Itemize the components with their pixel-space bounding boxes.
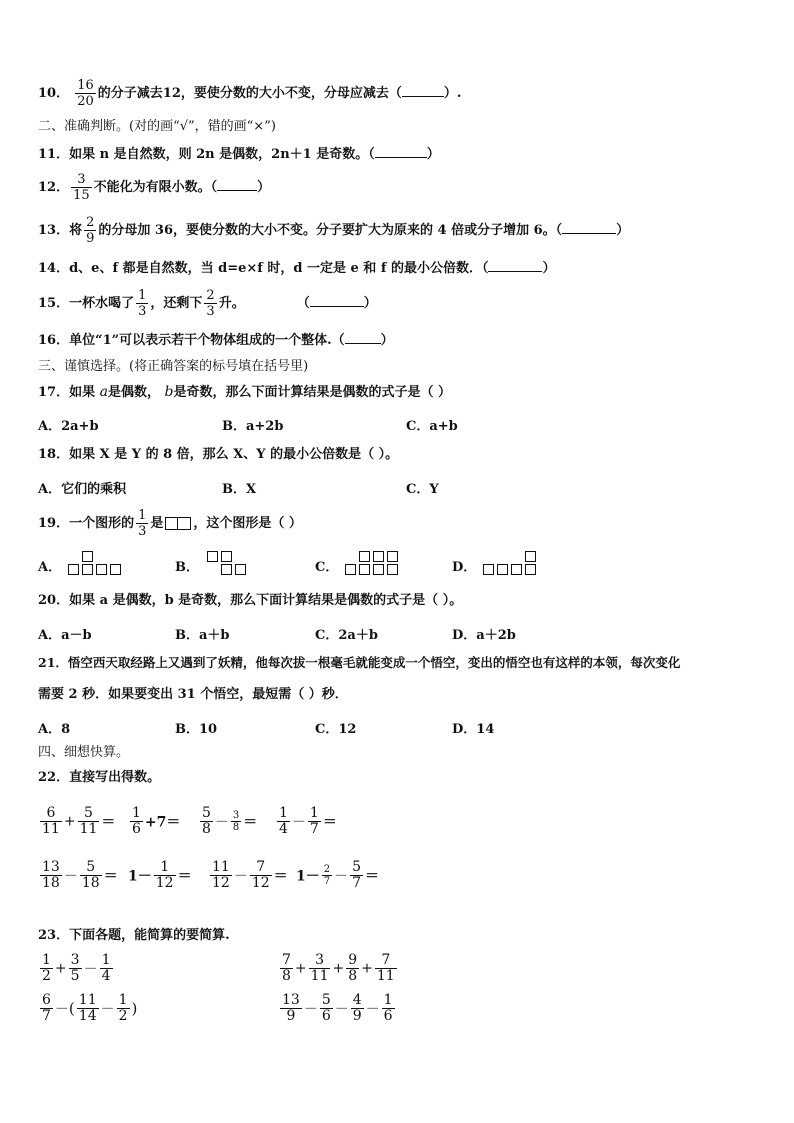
calc-5-8-minus-3-8: $\frac{5}{8}$ － $\frac{3}{8}$ ＝: [202, 805, 258, 837]
q17-option-b[interactable]: B．a+2b: [222, 419, 284, 434]
q20-option-d[interactable]: D．a＋2b: [452, 628, 516, 643]
section-3-heading: 三、谨慎选择。(将正确答案的标号填在括号里): [38, 359, 309, 374]
fraction: $\frac{2}{9}$: [86, 215, 95, 246]
calc-1-minus-2-7-minus-5-7: 1－ $\frac{2}{7}$ － $\frac{5}{7}$ ＝: [296, 859, 380, 891]
answer-blank[interactable]: [488, 259, 542, 272]
q18-option-b[interactable]: B．X: [222, 482, 257, 497]
question-12: 12． $\frac{3}{15}$ 不能化为有限小数。（ ）: [38, 172, 271, 203]
question-23: 23．下面各题，能简算的要简算.: [38, 928, 230, 943]
question-18: 18．如果 X 是 Y 的 8 倍，那么 X、Y 的最小公倍数是（ ）。: [38, 447, 399, 462]
calc-1-6-plus-7: $\frac{1}{6}$ +7＝: [132, 805, 181, 837]
question-13: 13．将 $\frac{2}{9}$ 的分母加 36，要使分数的大小不变。分子要扩大为原来的 4 倍或分子增加 6。（ ）: [38, 215, 630, 246]
calc-11-12-minus-7-12: $\frac{11}{12}$ － $\frac{7}{12}$ ＝: [212, 859, 288, 891]
answer-blank[interactable]: [345, 331, 381, 344]
fraction: $\frac{1}{3}$: [138, 288, 147, 319]
question-21-line-2: 需要 2 秒．如果要变出 31 个悟空，最短需（ ）秒．: [38, 687, 348, 702]
answer-blank[interactable]: [217, 178, 257, 191]
question-16: 16．单位“1”可以表示若干个物体组成的一个整体.（ ）: [38, 333, 394, 348]
simplify-expr-4: $\frac{13}{9}$ － $\frac{5}{6}$ － $\frac{4}{9}$ － $\frac{1}{6}$: [282, 992, 393, 1024]
question-20: 20．如果 a 是偶数，b 是奇数，那么下面计算结果是偶数的式子是（ ）。: [38, 593, 463, 608]
section-4-heading: 四、细想快算。: [38, 745, 130, 760]
fraction: $\frac{1}{3}$: [138, 508, 147, 539]
q20-option-a[interactable]: A．a－b: [38, 628, 92, 643]
question-19: 19．一个图形的 $\frac{1}{3}$ 是 ，这个图形是（ ）: [38, 508, 302, 539]
answer-blank[interactable]: [402, 84, 444, 97]
simplify-expr-2: $\frac{7}{8}$ + $\frac{3}{11}$ + $\frac{9}{8}$ + $\frac{7}{11}$: [282, 952, 395, 984]
fraction: $\frac{3}{15}$: [73, 172, 90, 203]
question-22: 22．直接写出得数。: [38, 770, 161, 785]
q20-option-c[interactable]: C．2a＋b: [315, 628, 378, 643]
q17-option-a[interactable]: A．2a+b: [38, 419, 99, 434]
simplify-expr-3: $\frac{6}{7}$ －( $\frac{11}{14}$ － $\frac{1}{2}$ ): [42, 992, 138, 1024]
fraction: $\frac{16}{20}$: [77, 78, 94, 109]
answer-blank[interactable]: [562, 221, 616, 234]
two-squares-figure: [165, 517, 191, 530]
question-11: 11．如果 n 是自然数，则 2n 是偶数，2n＋1 是奇数。（ ）: [38, 147, 440, 162]
q18-option-c[interactable]: C．Y: [406, 482, 439, 497]
simplify-expr-1: $\frac{1}{2}$ + $\frac{3}{5}$ － $\frac{1}{4}$: [42, 952, 111, 984]
q18-option-a[interactable]: A．它们的乘积: [38, 482, 127, 497]
q19-option-d[interactable]: D．: [452, 560, 477, 575]
calc-13-18-minus-5-18: $\frac{13}{18}$ － $\frac{5}{18}$ ＝: [42, 859, 118, 891]
question-10: 10． $\frac{16}{20}$ 的分子减去12，要使分数的大小不变，分母应减去（ ）.: [38, 78, 462, 109]
fraction: $\frac{2}{3}$: [206, 288, 215, 319]
section-2-heading: 二、准确判断。(对的画“√”，错的画“×”): [38, 119, 276, 134]
q17-option-c[interactable]: C．a+b: [406, 419, 458, 434]
q19-option-a[interactable]: A．: [38, 560, 62, 575]
calc-6-11-plus-5-11: $\frac{6}{11}$ + $\frac{5}{11}$ ＝: [42, 805, 116, 837]
question-17: 17．如果 a是偶数， b是奇数，那么下面计算结果是偶数的式子是（ ）: [38, 384, 452, 400]
q21-option-b[interactable]: B．10: [175, 722, 218, 737]
q20-option-b[interactable]: B．a＋b: [175, 628, 230, 643]
answer-blank[interactable]: [310, 294, 364, 307]
calc-1-4-minus-1-7: $\frac{1}{4}$ － $\frac{1}{7}$ ＝: [279, 805, 337, 837]
q19-option-c[interactable]: C．: [315, 560, 339, 575]
question-15: 15．一杯水喝了 $\frac{1}{3}$ ，还剩下 $\frac{2}{3}$ 升。 （ ）: [38, 288, 377, 319]
q21-option-c[interactable]: C．12: [315, 722, 357, 737]
q19-option-b[interactable]: B．: [175, 560, 199, 575]
q21-option-d[interactable]: D．14: [452, 722, 495, 737]
question-21: 21．悟空西天取经路上又遇到了妖精，他每次拔一根毫毛就能变成一个悟空，变出的悟空也有这样的本领，每次变化: [38, 655, 681, 670]
calc-1-minus-1-12: 1－ $\frac{1}{12}$ ＝: [128, 859, 192, 891]
q21-option-a[interactable]: A．8: [38, 722, 71, 737]
answer-blank[interactable]: [375, 145, 427, 158]
question-14: 14．d、e、f 都是自然数，当 d=e×f 时，d 一定是 e 和 f 的最小公倍数．（ ）: [38, 261, 556, 276]
